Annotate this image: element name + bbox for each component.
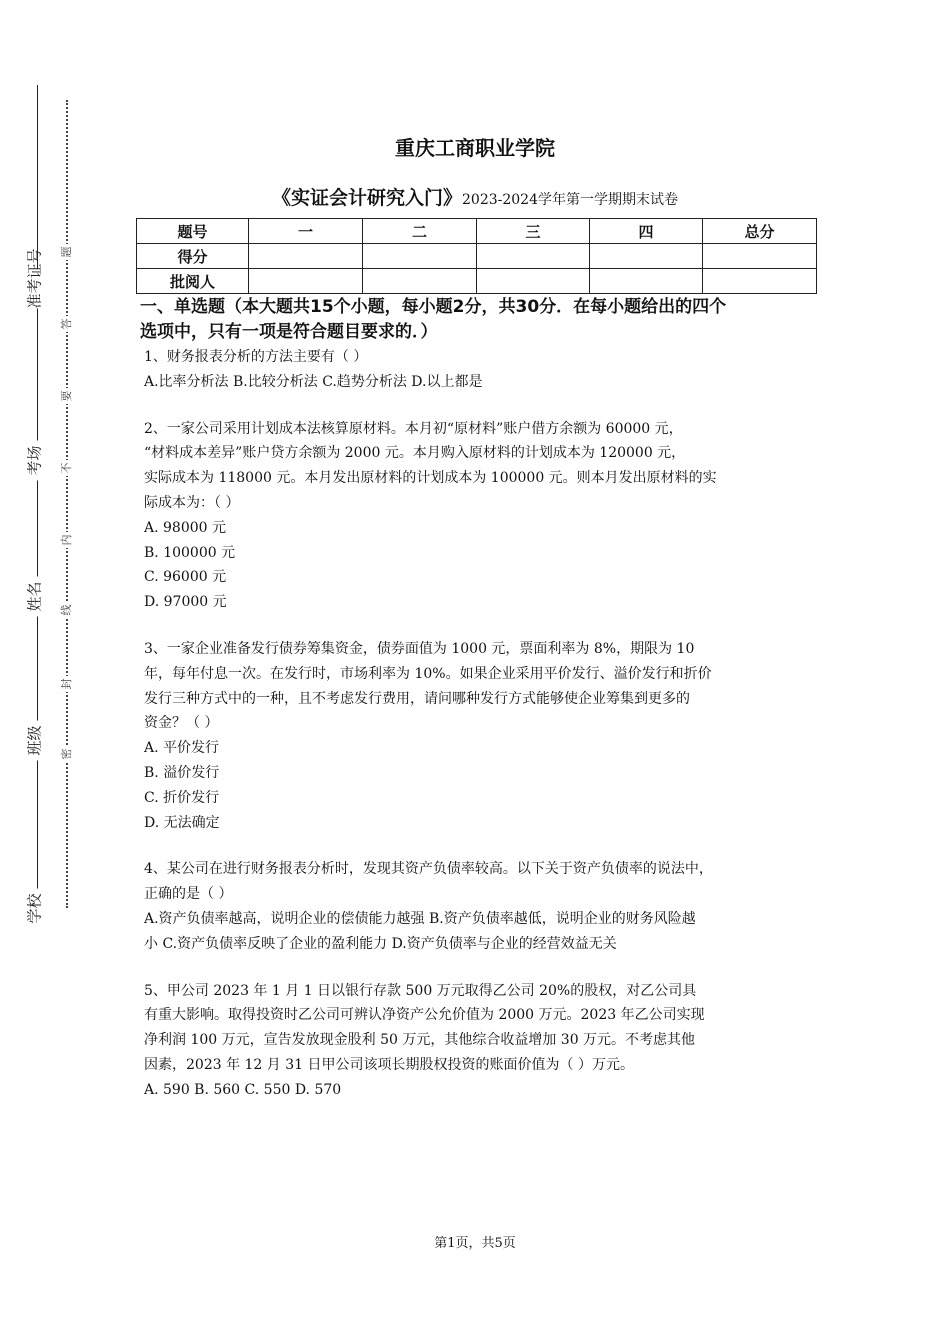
question-stem-line: 资金？（ ） (144, 715, 219, 732)
section-title-line: 一、单选题（本大题共15个小题，每小题2分，共30分．在每小题给出的四个 (140, 297, 727, 317)
grader-cell[interactable] (590, 269, 703, 294)
question-stem-line: 正确的是（ ） (144, 886, 233, 903)
table-header-cell: 二 (363, 219, 477, 244)
score-cell[interactable] (249, 244, 363, 269)
table-header-cell: 一 (249, 219, 363, 244)
question-stem: 1、财务报表分析的方法主要有（ ） (144, 349, 368, 365)
section-title (140, 295, 812, 345)
field-name: 姓名 (24, 577, 45, 617)
option-c: C. 96000 元 (144, 569, 227, 586)
table-row (137, 219, 817, 244)
exam-content (140, 295, 812, 1103)
field-exam-number: 准考证号 (25, 248, 44, 309)
seal-char: 内 (58, 532, 74, 548)
option-b: B. 溢价发行 (144, 764, 220, 781)
question-stem-line: 净利润 100 万元，宣告发放现金股利 50 万元，其他综合收益增加 30 万元。不考虑其他 (144, 1032, 696, 1049)
grader-cell[interactable] (363, 269, 477, 294)
binding-dotted-line (66, 100, 68, 908)
score-table (136, 218, 817, 294)
seal-char: 要 (58, 388, 74, 404)
term-label: 2023-2024学年第一学期期末试卷 (462, 192, 678, 208)
question-stem-line: 际成本为：（ ） (144, 494, 240, 511)
seal-char: 题 (58, 244, 74, 260)
question-stem-line: 因素，2023 年 12 月 31 日甲公司该项长期股权投资的账面价值为（ ）万元。 (144, 1056, 634, 1073)
question-options-line: 小 C.资产负债率反映了企业的盈利能力 D.资产负债率与企业的经营效益无关 (144, 935, 617, 952)
seal-char: 线 (58, 602, 74, 618)
option-a: A. 98000 元 (144, 519, 226, 536)
grader-cell[interactable] (703, 269, 817, 294)
option-b: B. 100000 元 (144, 544, 236, 561)
grader-cell[interactable] (477, 269, 590, 294)
seal-char: 密 (58, 746, 74, 762)
course-name: 《实证会计研究入门》 (271, 187, 462, 209)
option-d: D. 97000 元 (144, 594, 227, 611)
question-options: A.比率分析法 B.比较分析法 C.趋势分析法 D.以上都是 (144, 373, 483, 390)
field-exam-room: 考场 (24, 441, 45, 481)
question-1 (144, 345, 812, 395)
page-number: 第1页，共5页 (434, 1236, 516, 1251)
question-stem-line: “材料成本差异”账户贷方余额为 2000 元。本月购入原材料的计划成本为 120000 元， (144, 445, 686, 462)
table-header-cell: 总分 (703, 219, 817, 244)
question-stem-line: 有重大影响。取得投资时乙公司可辨认净资产公允价值为 2000 万元。2023 年乙公司实现 (144, 1007, 705, 1024)
question-stem-line: 5、甲公司 2023 年 1 月 1 日以银行存款 500 万元取得乙公司 20%的股权，对乙公司具 (144, 982, 697, 999)
question-stem-line: 发行三种方式中的一种，且不考虑发行费用，请问哪种发行方式能够使企业筹集到更多的 (144, 690, 690, 707)
question-4 (144, 857, 812, 956)
seal-char: 封 (58, 676, 74, 692)
question-stem-line: 3、一家企业准备发行债券筹集资金，债券面值为 1000 元，票面利率为 8%，期限为 10 (144, 640, 695, 657)
table-row (137, 244, 817, 269)
score-cell[interactable] (703, 244, 817, 269)
option-c: C. 折价发行 (144, 789, 220, 806)
question-options-line: A.资产负债率越高，说明企业的偿债能力越强 B.资产负债率越低，说明企业的财务风险越 (144, 910, 696, 927)
field-school: 学校 (24, 889, 45, 929)
question-stem-line: 年，每年付息一次。在发行时，市场利率为 10%。如果企业采用平价发行、溢价发行和折价 (144, 665, 712, 682)
binding-solid-line (37, 85, 38, 925)
score-cell[interactable] (590, 244, 703, 269)
question-stem-line: 4、某公司在进行财务报表分析时，发现其资产负债率较高。以下关于资产负债率的说法中， (144, 861, 713, 878)
question-options: A. 590 B. 560 C. 550 D. 570 (144, 1081, 342, 1098)
section-title-line: 选项中，只有一项是符合题目要求的．） (140, 322, 438, 342)
score-cell[interactable] (363, 244, 477, 269)
table-header-cell: 题号 (137, 219, 249, 244)
option-a: A. 平价发行 (144, 740, 220, 757)
question-3 (144, 637, 812, 835)
seal-char: 答 (58, 316, 74, 332)
row-label: 批阅人 (137, 269, 249, 294)
table-header-cell: 三 (477, 219, 590, 244)
question-5 (144, 979, 812, 1103)
field-class: 班级 (24, 721, 45, 761)
seal-char: 不 (58, 460, 74, 476)
question-2 (144, 417, 812, 615)
exam-title (0, 183, 950, 210)
question-stem-line: 2、一家公司采用计划成本法核算原材料。本月初“原材料”账户借方余额为 60000 元， (144, 420, 683, 437)
option-d: D. 无法确定 (144, 814, 220, 831)
table-header-cell: 四 (590, 219, 703, 244)
grader-cell[interactable] (249, 269, 363, 294)
score-cell[interactable] (477, 244, 590, 269)
question-stem-line: 实际成本为 118000 元。本月发出原材料的计划成本为 100000 元。则本月发出原材料的实 (144, 470, 717, 487)
school-title: 重庆工商职业学院 (395, 136, 555, 160)
row-label: 得分 (137, 244, 249, 269)
table-row (137, 269, 817, 294)
